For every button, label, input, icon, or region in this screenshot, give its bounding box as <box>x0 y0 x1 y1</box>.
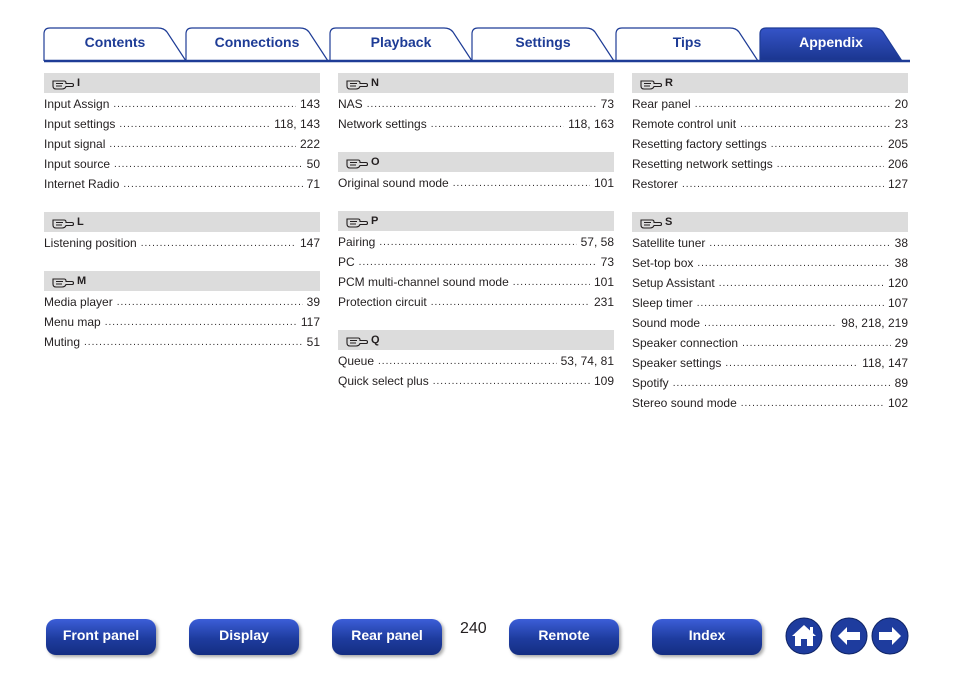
page-reference[interactable]: 73 <box>600 97 614 111</box>
home-icon[interactable] <box>785 617 823 655</box>
index-section-header <box>44 73 320 93</box>
front-panel-button[interactable]: Front panel <box>46 619 156 655</box>
display-button[interactable]: Display <box>189 619 299 655</box>
index-term: Pairing <box>338 235 376 249</box>
section-gap <box>338 193 614 211</box>
page-reference[interactable]: 107 <box>887 296 908 310</box>
tab-playback[interactable]: Playback <box>370 34 432 50</box>
index-entry[interactable] <box>44 233 320 253</box>
index-entry[interactable] <box>338 292 614 312</box>
leader-dots <box>697 295 884 313</box>
index-entry[interactable] <box>44 114 320 134</box>
leader-dots <box>453 175 590 193</box>
index-term: Sleep timer <box>632 296 693 310</box>
index-entry[interactable] <box>44 332 320 352</box>
leader-dots <box>141 235 296 253</box>
index-term: Spotify <box>632 376 669 390</box>
leader-dots <box>109 136 296 154</box>
tab-connections[interactable]: Connections <box>214 34 300 50</box>
index-entry[interactable] <box>338 232 614 252</box>
index-entry[interactable] <box>632 233 908 253</box>
tab-contents[interactable]: Contents <box>84 34 146 50</box>
leader-dots <box>704 315 837 333</box>
leader-dots <box>673 375 891 393</box>
index-term: Stereo sound mode <box>632 396 737 410</box>
leader-dots <box>379 234 576 252</box>
index-entry[interactable] <box>632 333 908 353</box>
section-letter: L <box>77 216 84 228</box>
section-gap <box>338 134 614 152</box>
index-entry[interactable] <box>44 292 320 312</box>
index-term: Speaker connection <box>632 336 739 350</box>
section-letter: M <box>77 275 87 287</box>
index-entry[interactable] <box>632 273 908 293</box>
pointing-hand-icon <box>640 77 662 90</box>
index-term: Original sound mode <box>338 176 449 190</box>
index-term: Input settings <box>44 117 116 131</box>
rear-panel-button[interactable]: Rear panel <box>332 619 442 655</box>
index-term: Quick select plus <box>338 374 429 388</box>
index-entry[interactable] <box>632 134 908 154</box>
leader-dots <box>697 255 890 273</box>
leader-dots <box>113 96 296 114</box>
index-entry[interactable] <box>44 174 320 194</box>
pointing-hand-icon <box>346 77 368 90</box>
section-gap <box>44 194 320 212</box>
index-section-header <box>44 271 320 291</box>
index-entry[interactable] <box>632 94 908 114</box>
leader-dots <box>359 254 597 272</box>
index-term: NAS <box>338 97 363 111</box>
page-reference[interactable]: 98, 218, 219 <box>841 316 908 330</box>
leader-dots <box>378 353 557 371</box>
section-letter: Q <box>371 334 380 346</box>
page-reference[interactable]: 101 <box>593 176 614 190</box>
tab-tips[interactable]: Tips <box>672 34 702 50</box>
index-section-header <box>338 330 614 350</box>
page-reference[interactable]: 127 <box>887 177 908 191</box>
page-reference[interactable]: 118, 163 <box>568 117 614 131</box>
leader-dots <box>777 156 884 174</box>
index-entry[interactable] <box>338 371 614 391</box>
index-column-2 <box>338 73 614 391</box>
index-entry[interactable] <box>632 313 908 333</box>
leader-dots <box>709 235 890 253</box>
index-entry[interactable] <box>632 293 908 313</box>
leader-dots <box>123 176 302 194</box>
index-button[interactable]: Index <box>652 619 762 655</box>
leader-dots <box>682 176 884 194</box>
index-entry[interactable] <box>338 252 614 272</box>
index-term: PCM multi-channel sound mode <box>338 275 509 289</box>
index-entry[interactable] <box>632 154 908 174</box>
index-term: PC <box>338 255 355 269</box>
page-reference[interactable]: 53, 74, 81 <box>560 354 614 368</box>
leader-dots <box>431 116 564 134</box>
index-section-header <box>632 212 908 232</box>
remote-button[interactable]: Remote <box>509 619 619 655</box>
pointing-hand-icon <box>346 215 368 228</box>
leader-dots <box>117 294 303 312</box>
index-term: Rear panel <box>632 97 691 111</box>
tab-shapes <box>0 0 954 64</box>
page-reference[interactable]: 101 <box>593 275 614 289</box>
page-reference[interactable]: 102 <box>887 396 908 410</box>
page-reference[interactable]: 118, 147 <box>862 356 908 370</box>
index-term: Sound mode <box>632 316 701 330</box>
index-term: Input source <box>44 157 111 171</box>
leader-dots <box>105 314 297 332</box>
index-term: Remote control unit <box>632 117 737 131</box>
index-section-header <box>338 73 614 93</box>
section-gap <box>338 312 614 330</box>
pointing-hand-icon <box>346 156 368 169</box>
page-reference[interactable]: 109 <box>593 374 614 388</box>
section-letter: O <box>371 156 380 168</box>
page-reference[interactable]: 71 <box>306 177 320 191</box>
page-reference[interactable]: 118, 143 <box>274 117 320 131</box>
index-section-header <box>632 73 908 93</box>
index-term: Queue <box>338 354 375 368</box>
index-term: Setup Assistant <box>632 276 715 290</box>
index-entry[interactable] <box>44 312 320 332</box>
back-arrow-icon[interactable] <box>830 617 868 655</box>
index-term: Internet Radio <box>44 177 120 191</box>
leader-dots <box>119 116 270 134</box>
page-reference[interactable]: 20 <box>894 97 908 111</box>
page-reference[interactable]: 117 <box>300 315 320 329</box>
leader-dots <box>431 294 590 312</box>
forward-arrow-icon[interactable] <box>871 617 909 655</box>
index-entry[interactable] <box>44 134 320 154</box>
index-entry[interactable] <box>338 351 614 371</box>
leader-dots <box>742 335 891 353</box>
page-reference[interactable]: 38 <box>894 236 908 250</box>
section-letter: R <box>665 77 673 89</box>
index-term: Network settings <box>338 117 427 131</box>
index-section-header <box>338 152 614 172</box>
index-term: Menu map <box>44 315 101 329</box>
index-entry[interactable] <box>632 353 908 373</box>
leader-dots <box>433 373 590 391</box>
page-reference[interactable]: 206 <box>887 157 908 171</box>
page-reference[interactable]: 39 <box>306 295 320 309</box>
page-reference[interactable]: 89 <box>894 376 908 390</box>
pointing-hand-icon <box>52 216 74 229</box>
leader-dots <box>84 334 303 352</box>
section-gap <box>44 253 320 271</box>
index-entry[interactable] <box>44 154 320 174</box>
index-entry[interactable] <box>338 173 614 193</box>
index-column-1 <box>44 73 320 352</box>
leader-dots <box>367 96 597 114</box>
page-reference[interactable]: 23 <box>894 117 908 131</box>
index-term: Protection circuit <box>338 295 427 309</box>
page-reference[interactable]: 147 <box>299 236 320 250</box>
section-letter: N <box>371 77 379 89</box>
index-entry[interactable] <box>632 253 908 273</box>
index-term: Set-top box <box>632 256 694 270</box>
index-section-header <box>338 211 614 231</box>
tab-appendix[interactable]: Appendix <box>799 34 863 50</box>
index-column-3 <box>632 73 908 413</box>
pointing-hand-icon <box>346 334 368 347</box>
leader-dots <box>725 355 858 373</box>
leader-dots <box>741 395 884 413</box>
leader-dots <box>114 156 303 174</box>
leader-dots <box>740 116 891 134</box>
page-reference[interactable]: 73 <box>600 255 614 269</box>
index-term: Resetting network settings <box>632 157 773 171</box>
leader-dots <box>513 274 590 292</box>
index-entry[interactable] <box>632 393 908 413</box>
pointing-hand-icon <box>640 216 662 229</box>
index-entry[interactable] <box>44 94 320 114</box>
index-section-header <box>44 212 320 232</box>
section-letter: I <box>77 77 81 89</box>
page-reference[interactable]: 205 <box>887 137 908 151</box>
page-reference[interactable]: 50 <box>306 157 320 171</box>
index-term: Satellite tuner <box>632 236 706 250</box>
index-entry[interactable] <box>632 174 908 194</box>
page-reference[interactable]: 231 <box>593 295 614 309</box>
index-entry[interactable] <box>632 373 908 393</box>
page-reference[interactable]: 222 <box>299 137 320 151</box>
tab-bar <box>0 0 954 64</box>
section-letter: S <box>665 216 673 228</box>
page-reference[interactable]: 38 <box>894 256 908 270</box>
leader-dots <box>695 96 891 114</box>
index-term: Input signal <box>44 137 106 151</box>
index-term: Muting <box>44 335 81 349</box>
index-entry[interactable] <box>338 114 614 134</box>
leader-dots <box>771 136 884 154</box>
index-entry[interactable] <box>338 272 614 292</box>
section-gap <box>632 194 908 212</box>
index-term: Speaker settings <box>632 356 722 370</box>
page-reference[interactable]: 57, 58 <box>580 235 614 249</box>
index-entry[interactable] <box>338 94 614 114</box>
index-term: Media player <box>44 295 113 309</box>
pointing-hand-icon <box>52 77 74 90</box>
index-term: Resetting factory settings <box>632 137 767 151</box>
index-entry[interactable] <box>632 114 908 134</box>
leader-dots <box>719 275 884 293</box>
index-term: Restorer <box>632 177 679 191</box>
section-letter: P <box>371 215 379 227</box>
pointing-hand-icon <box>52 275 74 288</box>
index-term: Listening position <box>44 236 137 250</box>
page-reference[interactable]: 51 <box>306 335 320 349</box>
tab-settings[interactable]: Settings <box>515 34 571 50</box>
page-reference[interactable]: 29 <box>894 336 908 350</box>
page-number: 240 <box>460 620 487 637</box>
page-reference[interactable]: 120 <box>887 276 908 290</box>
index-term: Input Assign <box>44 97 110 111</box>
page-reference[interactable]: 143 <box>299 97 320 111</box>
